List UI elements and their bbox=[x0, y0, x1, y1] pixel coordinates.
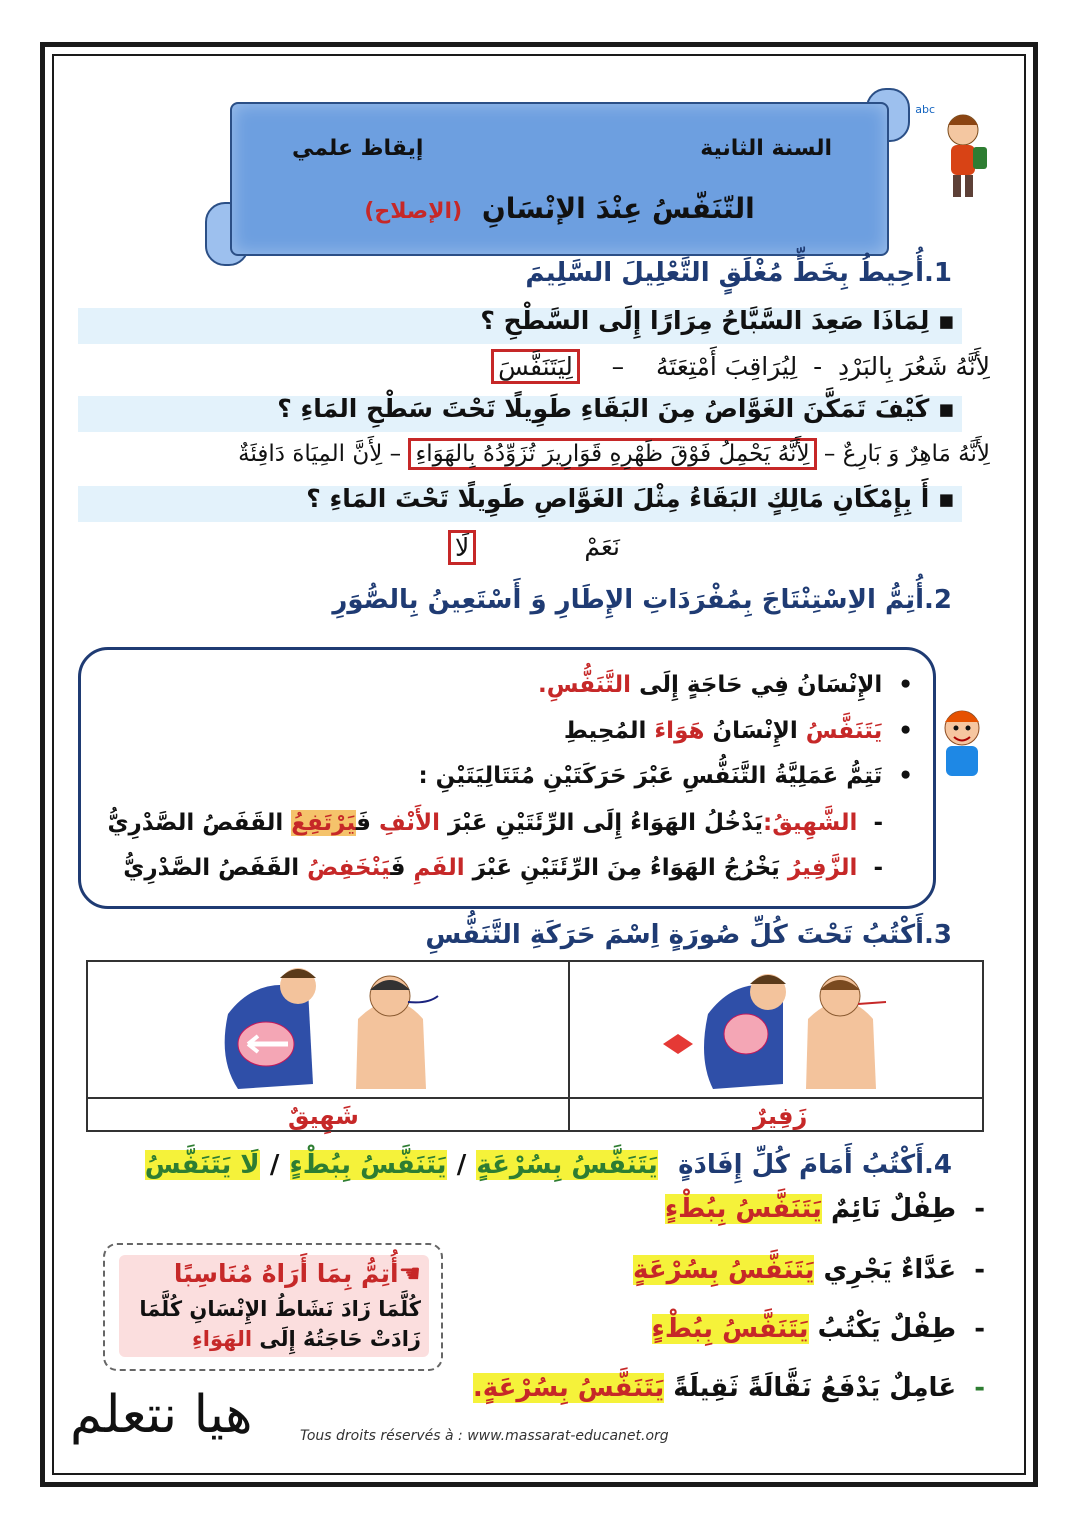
concl-line4: - الشَّهِيقُ:يَدْخُلُ الهَوَاءُ إِلَى الرِّئَتَيْنِ عَبْرَ الأَنْفِ فَيَرْتَفِعُ القَفَصُ الصَّدْرِيُّ bbox=[107, 810, 883, 836]
concl-l1-answer: التَّنَفُّسِ. bbox=[537, 672, 632, 698]
option-sep-1: / bbox=[456, 1150, 467, 1180]
option-none: لَا يَتَنَفَّسُ bbox=[144, 1150, 260, 1180]
q2-option3: لِأَنَّ المِيَاهَ دَافِئَةٌ bbox=[238, 441, 383, 467]
svg-text:abc: abc bbox=[915, 103, 935, 116]
item-sleeping-child: - طِفْلٌ نَائِمٌ يَتَنَفَّسُ بِبُطْءٍ bbox=[664, 1194, 985, 1224]
q2-option2-circled: لِأَنَّهُ يَحْمِلُ فَوْقَ ظَهْرِهِ قَوَارِيرَ تُزَوِّدُهُ بِالهَوَاءِ bbox=[408, 438, 816, 470]
q3-text: ▪ أَ بِإِمْكَانِ مَالِكٍ البَقَاءُ مِثْلَ الغَوَّاصِ طَوِيلًا تَحْتَ المَاءِ ؟ bbox=[306, 484, 955, 513]
note-title-text: أُتِمُّ بِمَا أَرَاهُ مُنَاسِبًا bbox=[173, 1259, 399, 1288]
rise-answer: يَرْتَفِعُ bbox=[291, 810, 356, 836]
section3-title: 3.أَكْتُبُ تَحْتَ كُلِّ صُورَةٍ اِسْمَ حَرَكَةِ التَّنَفُّسِ bbox=[425, 920, 952, 950]
table-divider-horizontal bbox=[88, 1097, 982, 1099]
note-title bbox=[174, 1259, 421, 1288]
note-line2-text: زَادَتْ حَاجَتُهُ إِلَى bbox=[259, 1327, 421, 1351]
q2-option1: لِأَنَّهُ مَاهِرٌ وَ بَارِعٌ bbox=[842, 441, 990, 467]
concl-l2-answer1: يَتَنَفَّسُ bbox=[805, 718, 883, 744]
concl-l1-text: الإِنْسَانُ فِي حَاجَةٍ إِلَى bbox=[639, 672, 883, 698]
section2-title: 2.أُتِمُّ الاِسْتِنْتَاجَ بِمُفْرَدَاتِ الإِطَارِ وَ أَسْتَعِينُ بِالصُّوَرِ bbox=[332, 585, 952, 615]
copyright-footer: Tous droits réservés à : www.massarat-educanet.org bbox=[300, 1428, 669, 1444]
concl-l2-text2: المُحِيطِ bbox=[563, 718, 647, 744]
concl-l5-chest: القَفَصُ الصَّدْرِيُّ bbox=[123, 855, 300, 881]
item2-answer: يَتَنَفَّسُ بِسُرْعَةٍ bbox=[633, 1255, 815, 1285]
q1-answers: لِأَنَّهُ شَعُرَ بِالبَرْدِ - لِيُرَاقِبَ أَمْتِعَتَهُ – لِيَتَنَفَّسَ bbox=[491, 352, 990, 381]
complete-note-box bbox=[103, 1243, 443, 1371]
section1-title: 1.أُحِيطُ بِخَطٍّ مُغْلَقٍ التَّعْلِيلَ السَّلِيمَ bbox=[525, 258, 952, 288]
q1-option3-circled: لِيَتَنَفَّسَ bbox=[491, 349, 580, 384]
q1-text: ▪ لِمَاذَا صَعِدَ السَّبَّاحُ مِرَارًا إِلَى السَّطْحِ ؟ bbox=[480, 306, 955, 335]
q3-yes: نَعَمْ bbox=[584, 532, 620, 561]
concl-l4-text: يَدْخُلُ الهَوَاءُ إِلَى الرِّئَتَيْنِ عَبْرَ bbox=[448, 810, 763, 836]
concl-l5-text: يَخْرُجُ الهَوَاءُ مِنَ الرِّئَتَيْنِ عَبْرَ bbox=[472, 855, 780, 881]
lesson-title bbox=[232, 192, 887, 225]
item-writing-child: - طِفْلٌ يَكْتُبُ يَتَنَفَّسُ بِبُطْءٍ bbox=[651, 1314, 985, 1344]
concl-line1: • الإِنْسَانُ فِي حَاجَةٍ إِلَى التَّنَفُّسِ. bbox=[537, 672, 913, 698]
item1-subject: طِفْلٌ نَائِمٌ bbox=[830, 1194, 957, 1224]
q1-option2: لِيُرَاقِبَ أَمْتِعَتَهُ bbox=[655, 352, 798, 381]
section4-header bbox=[145, 1150, 952, 1180]
q3-label: أَ بِإِمْكَانِ مَالِكٍ البَقَاءُ مِثْلَ الغَوَّاصِ طَوِيلًا تَحْتَ المَاءِ ؟ bbox=[306, 484, 930, 513]
note-line1: كُلَّمَا زَادَ نَشَاطُ الإِنْسَانِ كُلَّمَا bbox=[139, 1297, 421, 1321]
concl-l5-fa: فَ bbox=[390, 855, 406, 881]
option-fast: يَتَنَفَّسُ بِسُرْعَةٍ bbox=[476, 1150, 658, 1180]
caption-exhale: زَفِيرٌ bbox=[753, 1102, 808, 1130]
school-year: السنة الثانية bbox=[700, 136, 832, 161]
subject: إيقاظ علمي bbox=[292, 136, 424, 161]
concl-l2-text: الإِنْسَانُ bbox=[712, 718, 798, 744]
inhale-illustration bbox=[218, 964, 458, 1092]
lesson-title-text: التّنَفّسُ عِنْدَ الإنْسَانِ bbox=[481, 192, 755, 225]
banner-body bbox=[230, 102, 889, 256]
item4-subject: عَامِلٌ يَدْفَعُ نَقَّالَةً ثَقِيلَةً bbox=[673, 1373, 957, 1403]
exhale-illustration bbox=[658, 964, 898, 1092]
q2-answers: لِأَنَّهُ مَاهِرٌ وَ بَارِعٌ – لِأَنَّهُ يَحْمِلُ فَوْقَ ظَهْرِهِ قَوَارِيرَ تُزَوِّدُهُ بِالهَوَاءِ – لِأَنَّ المِيَاهَ دَافِئَةٌ bbox=[238, 441, 990, 467]
concl-l4-chest: القَفَصُ الصَّدْرِيُّ bbox=[107, 810, 284, 836]
note-line2 bbox=[192, 1327, 421, 1351]
item3-answer: يَتَنَفَّسُ بِبُطْءٍ bbox=[651, 1314, 809, 1344]
title-banner bbox=[205, 88, 910, 266]
q2-label: كَيْفَ تَمَكَّنَ الغَوَّاصُ مِنَ البَقَاءِ طَوِيلًا تَحْتَ سَطْحِ المَاءِ ؟ bbox=[277, 394, 930, 423]
concl-line3: • تَتِمُّ عَمَلِيَّةُ التَّنَفُّسِ عَبْرَ حَرَكَتَيْنِ مُتَتَالِيَتَيْنِ : bbox=[418, 763, 913, 789]
item3-subject: طِفْلٌ يَكْتُبُ bbox=[817, 1314, 957, 1344]
concl-l2-answer2: هَوَاءَ bbox=[654, 718, 705, 744]
peeking-kid-icon bbox=[936, 700, 986, 780]
fall-answer: يَنْخَفِضُ bbox=[307, 855, 391, 881]
item-worker: - عَامِلٌ يَدْفَعُ نَقَّالَةً ثَقِيلَةً يَتَنَفَّسُ بِسُرْعَةٍ. bbox=[472, 1373, 985, 1403]
q3-no-circled: لَا bbox=[448, 530, 476, 565]
correction-label: (الإصلاح) bbox=[364, 199, 463, 224]
breathing-images-table bbox=[86, 960, 984, 1132]
note-answer: الهَوَاءِ bbox=[192, 1327, 253, 1351]
item2-subject: عَدَّاءٌ يَجْرِي bbox=[823, 1255, 957, 1285]
item-runner: - عَدَّاءٌ يَجْرِي يَتَنَفَّسُ بِسُرْعَةٍ bbox=[633, 1255, 985, 1285]
exhale-label: الزَّفِيرُ bbox=[787, 855, 858, 881]
concl-l4-fa: فَ bbox=[355, 810, 371, 836]
section4-title: 4.أَكْتُبُ أَمَامَ كُلِّ إِفَادَةٍ bbox=[678, 1150, 952, 1180]
inhale-label: الشَّهِيقُ: bbox=[763, 810, 858, 836]
q1-option1: لِأَنَّهُ شَعُرَ بِالبَرْدِ bbox=[838, 352, 990, 381]
concl-line5: - الزَّفِيرُ يَخْرُجُ الهَوَاءُ مِنَ الرِّئَتَيْنِ عَبْرَ الفَمِ فَيَنْخَفِضُ القَفَصُ الصَّدْرِيُّ bbox=[123, 855, 883, 881]
item1-answer: يَتَنَفَّسُ بِبُطْءٍ bbox=[664, 1194, 822, 1224]
conclusion-box bbox=[78, 647, 936, 909]
item4-answer: يَتَنَفَّسُ بِسُرْعَةٍ. bbox=[472, 1373, 665, 1403]
q1-label: لِمَاذَا صَعِدَ السَّبَّاحُ مِرَارًا إِلَى السَّطْحِ ؟ bbox=[480, 306, 930, 335]
nose-answer: الأَنْفِ bbox=[378, 810, 441, 836]
concl-line2: • يَتَنَفَّسُ الإِنْسَانُ هَوَاءَ المُحِيطِ bbox=[563, 718, 913, 744]
q2-text: ▪ كَيْفَ تَمَكَّنَ الغَوَّاصُ مِنَ البَقَاءِ طَوِيلًا تَحْتَ سَطْحِ المَاءِ ؟ bbox=[277, 394, 955, 423]
caption-inhale: شَهِيقٌ bbox=[288, 1102, 359, 1130]
option-slow: يَتَنَفَّسُ بِبُطْءٍ bbox=[289, 1150, 447, 1180]
mouth-answer: الفَمِ bbox=[413, 855, 465, 881]
kid-mascot-icon bbox=[915, 95, 997, 205]
note-background bbox=[119, 1255, 429, 1357]
concl-l3-text: تَتِمُّ عَمَلِيَّةُ التَّنَفُّسِ عَبْرَ حَرَكَتَيْنِ مُتَتَالِيَتَيْنِ : bbox=[418, 763, 883, 789]
option-sep-2: / bbox=[269, 1150, 280, 1180]
hiya-logo: هيا نتعلم bbox=[70, 1385, 253, 1445]
pointer-icon: ☚ bbox=[398, 1259, 421, 1288]
table-divider-vertical bbox=[568, 962, 570, 1130]
